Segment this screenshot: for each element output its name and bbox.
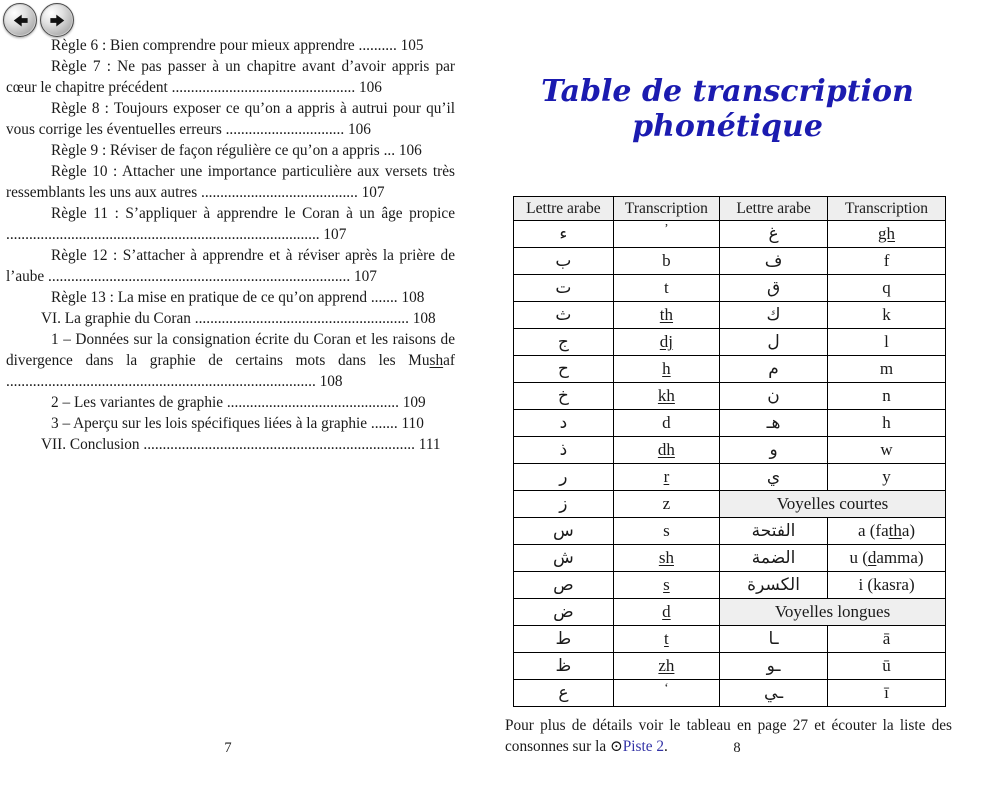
arabic-letter-cell — [514, 599, 614, 626]
cell-text: m — [879, 359, 894, 378]
page-title: Table de transcription phonétique — [541, 74, 914, 144]
cell-text: Voyelles courtes — [776, 494, 889, 513]
arabic-letter-cell — [514, 545, 614, 572]
section-header-cell — [720, 599, 946, 626]
toc-entry — [6, 392, 455, 413]
table-row — [514, 329, 946, 356]
column-header: Transcription — [613, 197, 719, 221]
arabic-letter-cell — [514, 653, 614, 680]
cell-text: و — [769, 440, 778, 460]
cell-text: د — [559, 413, 568, 433]
cell-text: ع — [558, 683, 569, 703]
arabic-letter-cell — [720, 356, 828, 383]
nav-toolbar — [3, 3, 74, 37]
arabic-letter-cell — [720, 680, 828, 707]
cell-text: h — [662, 359, 671, 378]
text-segment: a) — [901, 521, 916, 540]
cell-text: ك — [766, 305, 781, 325]
transcription-cell — [828, 383, 946, 410]
cell-text: ط — [555, 629, 572, 649]
cell-text: ـو — [766, 656, 781, 676]
arabic-letter-cell — [720, 437, 828, 464]
toc-entry — [6, 203, 455, 245]
transcription-cell — [613, 356, 719, 383]
cell-text: ذ — [559, 440, 568, 460]
arabic-letter-cell — [720, 329, 828, 356]
cell-text: ل — [767, 332, 780, 352]
arabic-letter-cell — [720, 518, 828, 545]
cell-text: i (kasra) — [858, 575, 915, 594]
transcription-cell — [828, 221, 946, 248]
transcription-cell — [613, 680, 719, 707]
transcription-cell — [613, 437, 719, 464]
table-row — [514, 383, 946, 410]
transcription-cell — [613, 653, 719, 680]
transcription-cell — [613, 464, 719, 491]
arabic-letter-cell — [514, 248, 614, 275]
table-row — [514, 356, 946, 383]
text-segment: 3 – Aperçu sur les lois spécifiques liées à la graphie ....... 110 — [51, 415, 424, 432]
cell-text: س — [553, 521, 574, 541]
toc-entry — [6, 98, 455, 140]
text-segment: Règle 9 : Réviser de façon régulière ce qu’on a appris ... 106 — [51, 142, 422, 159]
arabic-letter-cell — [514, 680, 614, 707]
right-page-number: 8 — [733, 740, 741, 756]
transcription-cell — [828, 275, 946, 302]
toc-entry — [6, 245, 455, 287]
table-row — [514, 545, 946, 572]
transcription-cell — [613, 599, 719, 626]
text-segment: Règle 6 : Bien comprendre pour mieux apprendre .......... 105 — [51, 37, 424, 54]
text-segment: Règle 7 : Ne pas passer à un chapitre avant d’avoir appris par cœur le chapitre précédent ................................................ 106 — [6, 58, 455, 96]
cell-text: y — [882, 467, 891, 486]
toc-entry — [6, 329, 455, 392]
toc-entry — [6, 140, 455, 161]
transcription-cell — [828, 518, 946, 545]
cell-text: ’ — [664, 220, 669, 236]
text-segment: th — [888, 521, 902, 540]
transcription-cell — [613, 572, 719, 599]
arrow-right-icon — [48, 11, 67, 30]
arabic-letter-cell — [514, 356, 614, 383]
arabic-letter-cell — [514, 221, 614, 248]
cell-text: t — [664, 629, 669, 648]
toc-entry — [6, 287, 455, 308]
transcription-cell — [613, 302, 719, 329]
text-segment: amma) — [876, 548, 924, 567]
table-row — [514, 464, 946, 491]
cell-text: الكسرة — [747, 575, 800, 595]
transcription-cell — [613, 545, 719, 572]
text-segment: Pour plus de détails voir le tableau en page 27 et écouter la liste des consonnes sur la — [505, 717, 952, 755]
text-segment: Règle 11 : S’appliquer à apprendre le Coran à un âge propice .................................................................................. 107 — [6, 205, 455, 243]
text-segment: Règle 8 : Toujours exposer ce qu’on a appris à autrui pour qu’il vous corrige les éventuelles erreurs ............................... 106 — [6, 100, 455, 138]
cell-text: ـي — [763, 683, 784, 703]
cell-text: ب — [555, 251, 572, 271]
transcription-cell — [613, 221, 719, 248]
transcription-cell — [828, 626, 946, 653]
arabic-letter-cell — [720, 653, 828, 680]
text-segment: u ( — [849, 548, 868, 567]
toc-entry — [6, 434, 455, 455]
transcription-table-header — [514, 197, 946, 221]
cell-text: q — [882, 278, 891, 297]
cell-text: f — [883, 251, 890, 270]
arabic-letter-cell — [514, 410, 614, 437]
cell-text: ض — [553, 602, 574, 622]
transcription-cell — [613, 491, 719, 518]
transcription-cell — [828, 302, 946, 329]
transcription-cell — [828, 572, 946, 599]
arabic-letter-cell — [514, 572, 614, 599]
text-segment: 2 – Les variantes de graphie ............................................. 109 — [51, 394, 426, 411]
text-segment: VI. La graphie du Coran ........................................................ 108 — [41, 310, 436, 327]
transcription-cell — [613, 410, 719, 437]
cell-text: b — [662, 251, 671, 270]
text-segment: af ................................................................................. 108 — [6, 352, 455, 390]
text-segment: d — [867, 548, 877, 567]
transcription-cell — [613, 626, 719, 653]
transcription-cell — [613, 383, 719, 410]
left-page-number: 7 — [224, 740, 232, 756]
cell-text: zh — [658, 656, 675, 675]
cell-text: ت — [555, 278, 572, 298]
cell-text: n — [882, 386, 891, 405]
cell-text: ر — [559, 467, 568, 487]
cell-text: غ — [768, 224, 779, 244]
cell-text: هـ — [766, 413, 781, 433]
cell-text: s — [663, 521, 670, 540]
transcription-table-body — [514, 221, 946, 707]
arabic-letter-cell — [720, 464, 828, 491]
cell-text: الضمة — [751, 548, 796, 568]
text-segment: Règle 13 : La mise en pratique de ce qu’on apprend ....... 108 — [51, 289, 425, 306]
section-header-cell — [720, 491, 946, 518]
forward-button[interactable] — [40, 3, 74, 37]
cell-text: ‘ — [664, 679, 669, 695]
arabic-letter-cell — [720, 410, 828, 437]
text-segment: Règle 10 : Attacher une importance particulière aux versets très ressemblants les uns aux autres ......................................... 107 — [6, 163, 455, 201]
table-row — [514, 221, 946, 248]
text-segment: 1 – Données sur la consignation écrite du Coran et les raisons de divergence dans la graphie de certains mots dans les Mu — [6, 331, 455, 369]
transcription-cell — [828, 545, 946, 572]
table-row — [514, 275, 946, 302]
table-row — [514, 599, 946, 626]
table-row — [514, 248, 946, 275]
cell-text: ū — [882, 656, 891, 675]
cell-text: kh — [657, 386, 675, 405]
transcription-cell — [828, 248, 946, 275]
back-button[interactable] — [3, 3, 37, 37]
transcription-cell — [828, 410, 946, 437]
cell-text: الفتحة — [751, 521, 796, 541]
cell-text: ظ — [555, 656, 572, 676]
arabic-letter-cell — [720, 248, 828, 275]
column-header: Lettre arabe — [514, 197, 614, 221]
audio-track-link[interactable]: Piste 2 — [622, 738, 664, 755]
arabic-letter-cell — [720, 545, 828, 572]
cell-text: ي — [766, 467, 781, 487]
table-row — [514, 572, 946, 599]
arabic-letter-cell — [514, 518, 614, 545]
column-header: Transcription — [828, 197, 946, 221]
table-row — [514, 410, 946, 437]
cell-text: ف — [764, 251, 783, 271]
cell-text: z — [662, 494, 671, 513]
table-row — [514, 302, 946, 329]
transcription-cell — [828, 329, 946, 356]
table-row — [514, 680, 946, 707]
text-segment: a (fa — [857, 521, 889, 540]
text-segment: sh — [429, 352, 444, 369]
arabic-letter-cell — [720, 572, 828, 599]
cell-text: ص — [553, 575, 574, 595]
cell-text: t — [664, 278, 669, 297]
cell-text: l — [884, 332, 889, 351]
arabic-letter-cell — [720, 626, 828, 653]
cell-text: d — [662, 602, 671, 621]
arabic-letter-cell — [514, 626, 614, 653]
transcription-cell — [828, 653, 946, 680]
text-segment: . — [664, 738, 668, 755]
column-header: Lettre arabe — [720, 197, 828, 221]
left-page — [6, 35, 455, 455]
cell-text: ج — [557, 332, 569, 352]
arabic-letter-cell — [514, 491, 614, 518]
text-segment: Règle 12 : S’attacher à apprendre et à réviser après la prière de l’aube ............................................................................... 107 — [6, 247, 455, 285]
table-row — [514, 518, 946, 545]
transcription-table — [513, 196, 946, 707]
transcription-cell — [613, 518, 719, 545]
cell-text: d — [662, 413, 671, 432]
cell-text: r — [663, 467, 670, 486]
transcription-cell — [613, 248, 719, 275]
cell-text: خ — [557, 386, 569, 406]
cell-text: s — [663, 575, 670, 594]
cell-text: ق — [766, 278, 781, 298]
toc-entry — [6, 35, 455, 56]
transcription-cell — [613, 275, 719, 302]
arabic-letter-cell — [720, 302, 828, 329]
cell-text: dh — [657, 440, 675, 459]
cell-text: ث — [555, 305, 572, 325]
audio-disc-icon: ⊙ — [609, 738, 623, 755]
cell-text: ش — [553, 548, 574, 568]
arabic-letter-cell — [514, 302, 614, 329]
toc-entry — [6, 56, 455, 98]
transcription-cell — [613, 329, 719, 356]
cell-text: h — [882, 413, 891, 432]
table-row — [514, 626, 946, 653]
arabic-letter-cell — [720, 383, 828, 410]
cell-text: ā — [882, 629, 891, 648]
cell-text: ن — [767, 386, 780, 406]
toc-entry — [6, 308, 455, 329]
arabic-letter-cell — [514, 275, 614, 302]
cell-text: Voyelles longues — [774, 602, 891, 621]
cell-text: sh — [658, 548, 674, 567]
cell-text: م — [768, 359, 779, 379]
arrow-left-icon — [11, 11, 30, 30]
right-page — [505, 60, 950, 757]
cell-text: k — [882, 305, 891, 324]
cell-text: w — [880, 440, 893, 459]
arabic-letter-cell — [514, 383, 614, 410]
transcription-cell — [828, 680, 946, 707]
arabic-letter-cell — [720, 221, 828, 248]
cell-text: dj — [659, 332, 674, 351]
toc-entry — [6, 413, 455, 434]
cell-text: ء — [559, 224, 568, 244]
transcription-cell — [828, 464, 946, 491]
arabic-letter-cell — [720, 275, 828, 302]
cell-text: th — [659, 305, 674, 324]
toc-entry — [6, 161, 455, 203]
cell-text: ح — [557, 359, 569, 379]
transcription-cell — [828, 356, 946, 383]
text-segment: VII. Conclusion ....................................................................... 111 — [41, 436, 441, 453]
table-row — [514, 653, 946, 680]
arabic-letter-cell — [514, 329, 614, 356]
cell-text: ز — [559, 494, 568, 514]
table-row — [514, 437, 946, 464]
arabic-letter-cell — [514, 437, 614, 464]
toc-list — [6, 35, 455, 455]
table-row — [514, 491, 946, 518]
transcription-cell — [828, 437, 946, 464]
arabic-letter-cell — [514, 464, 614, 491]
cell-text: ī — [884, 683, 889, 702]
cell-text: ـا — [768, 629, 779, 649]
cell-text: gh — [878, 224, 896, 243]
